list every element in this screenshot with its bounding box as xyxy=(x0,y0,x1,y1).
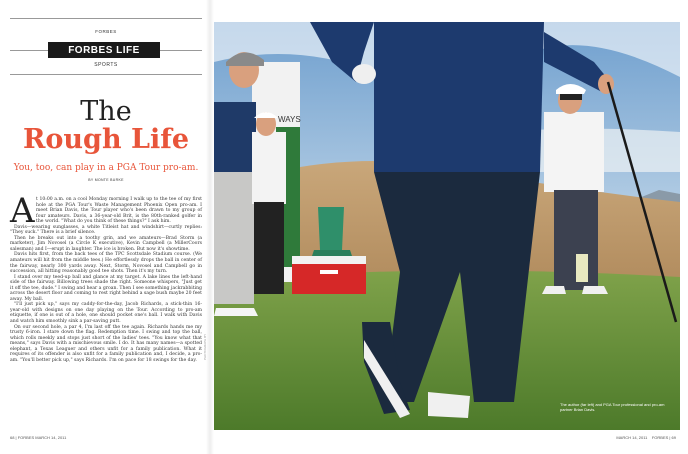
paragraph: Davis hits first, from the back tees of the TPC Scottsdale Stadium course. (We amateurs will hit from the middle tees.) He effortlessly drops the ball in center of the fairway, nearly 300 yards away. Next, Storm, Novosel and Campbell go in succession, all hitting reasonably good tee shots. Then it's my turn. xyxy=(10,252,202,275)
paragraph: On our second hole, a par 4, I'm last off the tee again. Richards hands me my trusty 6-iron. I stare down the flag. Redemption time. I swing and top the ball, which rolls meekly and stops just short of the ladies' tees. "You know what that means," says Davis with a mischievous smile. I do. It has many names—a spotted elephant, a Texas Leaguer and others unfit for a family publication. What it requires of its offender is also unfit for a family publication and, I decide, a pro-am. "You'll better pick up," says Richards. I'm on pace for 18 swings for the day. xyxy=(10,324,202,363)
folio-right xyxy=(616,435,676,440)
paragraph: Davis—wearing sunglasses, a white Titleist hat and windshirt—curtly replies: "They suck." There is a brief silence. xyxy=(10,224,202,236)
folio-date: MARCH 14, 2011 xyxy=(616,435,648,440)
article-column xyxy=(8,18,204,436)
paragraph: t 10:00 a.m. on a cool Monday morning I walk up to the tee of my first hole at the PGA Tour's Waste Management Phoenix Open pro-am. I meet Brian Davis, the Tour player who's been drawn to my group of four amateurs. Davis, a 36-year-old Brit, is the 80th-ranked golfer in the world. "What do you think of these things?" I ask him. xyxy=(36,197,202,225)
spectator xyxy=(252,112,286,294)
golf-photo xyxy=(214,22,680,430)
section-sub-label: SPORTS xyxy=(94,62,118,68)
article-body xyxy=(10,197,202,363)
banner-text: WAYS xyxy=(278,115,301,124)
dek: You, too, can play in a PGA Tour pro-am. xyxy=(13,163,199,173)
headline-line-2: Rough Life xyxy=(22,124,190,155)
spine-gutter xyxy=(206,0,214,454)
paragraph: I stand over my teed-up ball and glance at my target. A lake lines the left-hand side of the fairway. Billowing trees shade the right. Someone whispers, "Just get it off the tee, dude." I swing and hear a groan. Then I see something jackrabbiting across the desert floor and coming to rest right behind a sage bush maybe 20 feet away. My ball. xyxy=(10,274,202,302)
divider xyxy=(10,74,202,75)
photo-credit: PHOTOGRAPH BY xyxy=(203,333,207,360)
drop-cap: A xyxy=(10,191,35,231)
divider xyxy=(10,18,202,19)
kicker: FORBES xyxy=(95,29,117,34)
folio-left: 68 | FORBES MARCH 14, 2011 xyxy=(10,435,67,440)
byline: BY MONTE BURKE xyxy=(88,178,124,182)
golf-scene-illustration xyxy=(214,22,680,430)
headline-line-1: The xyxy=(80,96,132,127)
photo-caption: The author (far left) and PGA Tour professional and pro-am partner Brian Davis. xyxy=(560,402,665,412)
section-label: FORBES LIFE xyxy=(48,42,160,58)
red-cooler xyxy=(292,256,366,294)
paragraph: Then he breaks out into a toothy grin, and we amateurs—Brad Storm (a marketer), Jim Novosel (a Circle K executive), Kevin Campbell (a MillerCoors salesman) and I—erupt in laughter. The ice is broken. But now it's showtime. xyxy=(10,235,202,252)
paragraph: "I'll just pick up," says my caddy-for-the-day, Jacob Richards, a stick-thin 16-year-old with designs on one day playing on the Tour. According to pro-am etiquette, if one is out of a hole, one should pocket one's ball. I walk with Davis and watch him smoothly sink a par-saving putt. xyxy=(10,302,202,325)
folio-brand: FORBES | 69 xyxy=(651,435,676,440)
